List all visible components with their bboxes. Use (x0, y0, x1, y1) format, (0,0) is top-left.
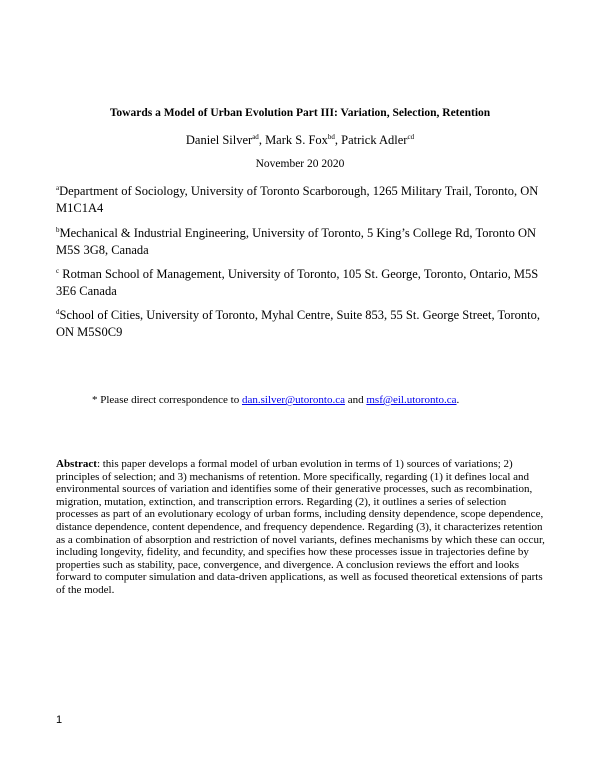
author-marks: cd (407, 133, 415, 141)
affiliation-d (56, 304, 556, 341)
correspondence-suffix: . (456, 394, 460, 406)
author-name: Mark S. Fox (265, 133, 328, 147)
affiliation-text: Department of Sociology, University of Toronto Scarborough, 1265 Military Trail, Toronto, ON M1C1A4 (56, 184, 539, 215)
correspondence-note (92, 394, 459, 406)
paper-date: November 20 2020 (255, 158, 345, 170)
author-separator: , (258, 133, 266, 147)
affiliation-text: Rotman School of Management, University of Toronto, 105 St. George, Toronto, Ontario, M5S 3E6 Canada (56, 267, 539, 298)
author-marks: ad (252, 133, 259, 141)
author-marks: bd (327, 133, 335, 141)
affiliation-mark: c (56, 267, 60, 275)
page-number: 1 (56, 714, 63, 726)
affiliation-a (56, 180, 556, 217)
affiliation-mark: b (56, 226, 60, 234)
author-name: Daniel Silver (185, 133, 253, 147)
abstract (56, 458, 546, 597)
affiliation-text: School of Cities, University of Toronto, Myhal Centre, Suite 853, 55 St. George Street, Toronto, ON M5S0C9 (56, 308, 540, 339)
abstract-label: Abstract (56, 458, 97, 470)
paper-title: Towards a Model of Urban Evolution Part III: Variation, Selection, Retention (109, 107, 491, 119)
abstract-text: this paper develops a formal model of urban evolution in terms of 1) sources of variations; 2) principles of selection; and 3) mechanisms of retention. More specifically, regarding (1) it defines local and environmental sources of variation and identifies some of their generative processes, such as recombination, migration, mutation, extinction, and transcription errors. Regarding (2), it outlines a series of selection processes as part of an evolutionary ecology of urban forms, including density dependence, scope dependence, distance dependence, content dependence, and frequency dependence. Regarding (3), it characterizes retention as a combination of absorption and restriction of novel variants, defines mechanisms by which these can occur, including longevity, fidelity, and fecundity, and specifies how these processes issue in trajectories define by properties such as stability, pace, convergence, and divergence. A conclusion reviews the effort and looks forward to computer simulation and data-driven applications, as well as focused theoretical extensions of parts of the model. (56, 458, 545, 596)
affiliation-text: Mechanical & Industrial Engineering, University of Toronto, 5 King’s College Rd, Toronto ON M5S 3G8, Canada (56, 226, 537, 257)
affiliation-mark: a (56, 184, 60, 192)
correspondence-middle: and (344, 394, 367, 406)
affiliation-c (56, 263, 556, 300)
abstract-colon: : (96, 458, 103, 470)
author-separator: , (334, 133, 342, 147)
affiliation-b (56, 222, 556, 259)
correspondence-prefix: * Please direct correspondence to (92, 394, 242, 406)
email-link-fox[interactable]: msf@eil.utoronto.ca (366, 394, 457, 406)
affiliation-mark: d (56, 308, 60, 316)
email-link-silver[interactable]: dan.silver@utoronto.ca (241, 394, 345, 406)
author-line (0, 133, 600, 148)
author-name: Patrick Adler (341, 133, 408, 147)
